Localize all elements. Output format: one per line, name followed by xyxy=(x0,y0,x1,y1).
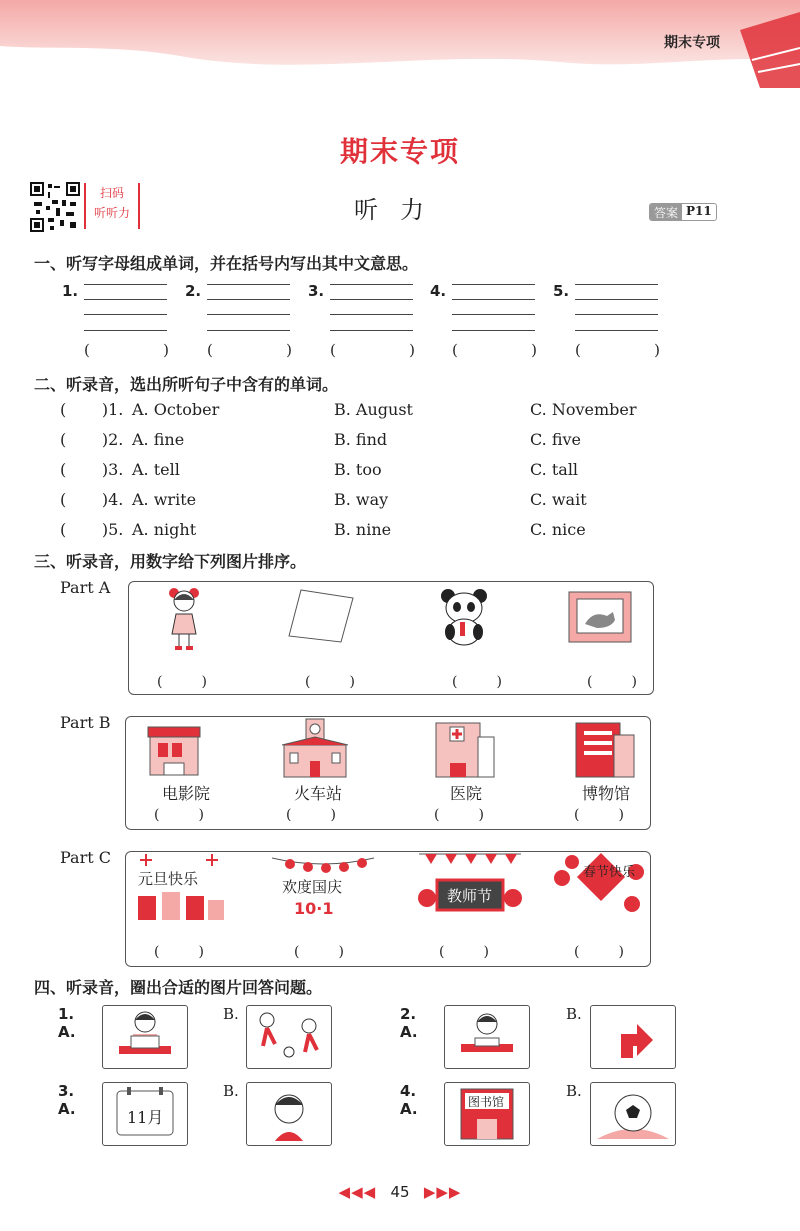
option-c[interactable]: C. November xyxy=(530,400,637,419)
write-line[interactable] xyxy=(84,284,167,285)
page-title: 期末专项 xyxy=(339,135,460,168)
write-line[interactable] xyxy=(452,314,535,315)
part-a-label: Part A xyxy=(60,578,111,597)
write-line[interactable] xyxy=(330,330,413,331)
q4-item-number: 1. A. xyxy=(58,1005,76,1041)
option-b[interactable]: B. nine xyxy=(334,520,392,539)
sick-boy-picture[interactable] xyxy=(246,1082,332,1146)
order-parentheses[interactable]: ( ) xyxy=(587,674,637,690)
write-line[interactable] xyxy=(207,314,290,315)
boy-icon xyxy=(247,1083,331,1145)
order-parentheses[interactable]: ( ) xyxy=(434,807,484,823)
page-number: 45 xyxy=(390,1183,410,1201)
turn-right-arrow-icon xyxy=(591,1006,675,1068)
q1-item-number: 5. xyxy=(553,282,570,300)
part-c-cell[interactable] xyxy=(411,852,531,966)
part-c-cell[interactable] xyxy=(546,852,666,966)
option-b[interactable]: B. way xyxy=(334,490,389,509)
football-icon xyxy=(591,1083,675,1145)
option-b[interactable]: B. August xyxy=(334,400,413,419)
national-day-icon xyxy=(270,852,376,924)
calendar-text: 11月 xyxy=(127,1108,164,1127)
q1-item[interactable] xyxy=(62,282,172,362)
write-line[interactable] xyxy=(575,330,658,331)
spring-festival-icon xyxy=(550,852,650,928)
write-line[interactable] xyxy=(452,330,535,331)
answer-badge-page: P11 xyxy=(686,204,712,218)
option-b[interactable]: B. find xyxy=(334,430,388,449)
part-a-cell[interactable] xyxy=(424,582,544,694)
part-b-cell[interactable] xyxy=(406,717,526,829)
new-year-day-icon xyxy=(132,852,232,924)
q1-item[interactable] xyxy=(308,282,418,362)
football-picture[interactable] xyxy=(590,1082,676,1146)
q1-item[interactable] xyxy=(553,282,663,362)
boys-playing-football-icon xyxy=(247,1006,331,1068)
part-b-caption: 电影院 xyxy=(161,784,210,803)
train-station-icon xyxy=(280,717,350,779)
q1-item-number: 1. xyxy=(62,282,79,300)
write-line[interactable] xyxy=(452,299,535,300)
order-parentheses[interactable]: ( ) xyxy=(439,944,489,960)
order-parentheses[interactable]: ( ) xyxy=(157,674,207,690)
national-day-digits: 10·1 xyxy=(294,899,334,918)
library-sign-text: 图书馆 xyxy=(468,1095,505,1109)
reading-girl-picture[interactable] xyxy=(102,1005,188,1069)
next-arrows-icon: ▶▶▶ xyxy=(423,1183,462,1201)
write-line[interactable] xyxy=(207,299,290,300)
option-a[interactable]: A. night xyxy=(132,520,197,539)
cat-picture-icon xyxy=(567,590,633,646)
q2-number: 3. xyxy=(108,460,124,479)
part-a-box xyxy=(128,581,654,695)
write-line[interactable] xyxy=(575,299,658,300)
answer-badge-label: 答案 xyxy=(650,204,682,220)
order-parentheses[interactable]: ( ) xyxy=(305,674,355,690)
q2-row xyxy=(60,520,760,544)
order-parentheses[interactable]: ( ) xyxy=(574,807,624,823)
part-c-text: 春节快乐 xyxy=(583,865,636,880)
q2-row xyxy=(60,400,760,424)
q4-item-number: 4. A. xyxy=(400,1082,418,1118)
cinema-icon xyxy=(146,721,202,777)
part-b-cell[interactable] xyxy=(126,717,246,829)
library-icon xyxy=(445,1083,529,1145)
answer-parentheses[interactable]: ( ) xyxy=(84,341,169,359)
teachers-day-icon xyxy=(415,852,525,924)
order-parentheses[interactable]: ( ) xyxy=(574,944,624,960)
part-a-cell[interactable] xyxy=(277,582,397,694)
q1-item-number: 4. xyxy=(430,282,447,300)
calendar-icon xyxy=(103,1083,187,1145)
hospital-icon xyxy=(434,721,496,779)
part-b-caption: 火车站 xyxy=(293,784,342,803)
option-c[interactable]: C. wait xyxy=(530,490,587,509)
option-c[interactable]: C. tall xyxy=(530,460,579,479)
q3-title: 三、听录音，用数字给下列图片排序。 xyxy=(34,552,307,571)
order-parentheses[interactable]: ( ) xyxy=(452,674,502,690)
write-line[interactable] xyxy=(330,299,413,300)
q1-item[interactable] xyxy=(430,282,540,362)
answer-bracket[interactable]: ( )2. xyxy=(60,430,124,449)
q2-number: 1. xyxy=(108,400,124,419)
order-parentheses[interactable]: ( ) xyxy=(154,807,204,823)
option-a[interactable]: A. October xyxy=(132,400,220,419)
part-b-box xyxy=(125,716,651,830)
q1-item-number: 3. xyxy=(308,282,325,300)
answer-parentheses[interactable]: ( ) xyxy=(452,341,537,359)
option-a[interactable]: A. fine xyxy=(132,430,185,449)
answer-bracket[interactable]: ( )5. xyxy=(60,520,124,539)
part-b-caption: 医院 xyxy=(449,784,482,803)
q2-title: 二、听录音，选出所听句子中含有的单词。 xyxy=(34,375,339,394)
part-c-cell[interactable] xyxy=(126,852,246,966)
order-parentheses[interactable]: ( ) xyxy=(154,944,204,960)
q1-title: 一、听写字母组成单词，并在括号内写出其中文意思。 xyxy=(34,254,419,273)
q2-number: 5. xyxy=(108,520,124,539)
q2-number: 2. xyxy=(108,430,124,449)
answer-bracket[interactable]: ( )3. xyxy=(60,460,124,479)
q1-item-number: 2. xyxy=(185,282,202,300)
write-line[interactable] xyxy=(207,330,290,331)
write-line[interactable] xyxy=(575,314,658,315)
part-c-box xyxy=(125,851,651,967)
answer-badge[interactable] xyxy=(649,203,717,221)
option-b[interactable]: B. too xyxy=(334,460,382,479)
write-line[interactable] xyxy=(84,330,167,331)
order-parentheses[interactable]: ( ) xyxy=(286,807,336,823)
part-c-text: 教师节 xyxy=(447,887,493,905)
q2-number: 4. xyxy=(108,490,124,509)
boys-football-picture[interactable] xyxy=(246,1005,332,1069)
q2-row xyxy=(60,460,760,484)
calendar-picture[interactable] xyxy=(102,1082,188,1146)
part-b-caption: 博物馆 xyxy=(581,784,630,803)
write-line[interactable] xyxy=(575,284,658,285)
part-a-cell[interactable] xyxy=(559,582,679,694)
scan-label-line2: 听听力 xyxy=(93,206,130,220)
answer-parentheses[interactable]: ( ) xyxy=(330,341,415,359)
answer-bracket[interactable]: ( )4. xyxy=(60,490,124,509)
write-line[interactable] xyxy=(84,314,167,315)
write-line[interactable] xyxy=(330,284,413,285)
write-line[interactable] xyxy=(330,314,413,315)
option-c[interactable]: C. nice xyxy=(530,520,586,539)
q4-item-number: 2. A. xyxy=(400,1005,418,1041)
q2-row xyxy=(60,490,760,514)
part-c-text: 元旦快乐 xyxy=(138,870,199,888)
part-b-cell[interactable] xyxy=(258,717,378,829)
part-c-text: 欢度国庆 xyxy=(282,878,343,896)
write-line[interactable] xyxy=(84,299,167,300)
write-line[interactable] xyxy=(207,284,290,285)
answer-parentheses[interactable]: ( ) xyxy=(575,341,660,359)
q2-row xyxy=(60,430,760,454)
writing-girl-picture[interactable] xyxy=(444,1005,530,1069)
option-a[interactable]: A. write xyxy=(132,490,197,509)
option-b-label: B. xyxy=(566,1005,582,1023)
panda-icon xyxy=(436,588,492,646)
right-arrow-picture[interactable] xyxy=(590,1005,676,1069)
girl-reading-icon xyxy=(103,1006,187,1068)
q4-item-number: 3. A. xyxy=(58,1082,76,1118)
part-b-cell[interactable] xyxy=(546,717,666,829)
section-title: 听力 xyxy=(354,196,446,224)
answer-bracket[interactable]: ( )1. xyxy=(60,400,124,419)
girl-icon xyxy=(159,584,209,652)
write-line[interactable] xyxy=(452,284,535,285)
scan-label-line1: 扫码 xyxy=(99,186,124,200)
option-b-label: B. xyxy=(223,1005,239,1023)
answer-parentheses[interactable]: ( ) xyxy=(207,341,292,359)
girl-writing-icon xyxy=(445,1006,529,1068)
option-b-label: B. xyxy=(223,1082,239,1100)
part-c-label: Part C xyxy=(60,848,111,867)
part-a-cell[interactable] xyxy=(129,582,249,694)
q1-item[interactable] xyxy=(185,282,295,362)
prev-arrows-icon: ◀◀◀ xyxy=(338,1183,377,1201)
page-footer xyxy=(0,1183,800,1201)
option-c[interactable]: C. five xyxy=(530,430,582,449)
header-tag: 期末专项 xyxy=(664,35,720,51)
option-b-label: B. xyxy=(566,1082,582,1100)
paper-icon xyxy=(285,588,355,644)
q4-title: 四、听录音，圈出合适的图片回答问题。 xyxy=(34,978,323,997)
library-picture[interactable] xyxy=(444,1082,530,1146)
part-c-cell[interactable] xyxy=(266,852,386,966)
option-a[interactable]: A. tell xyxy=(132,460,180,479)
museum-icon xyxy=(574,721,636,779)
order-parentheses[interactable]: ( ) xyxy=(294,944,344,960)
part-b-label: Part B xyxy=(60,713,111,732)
